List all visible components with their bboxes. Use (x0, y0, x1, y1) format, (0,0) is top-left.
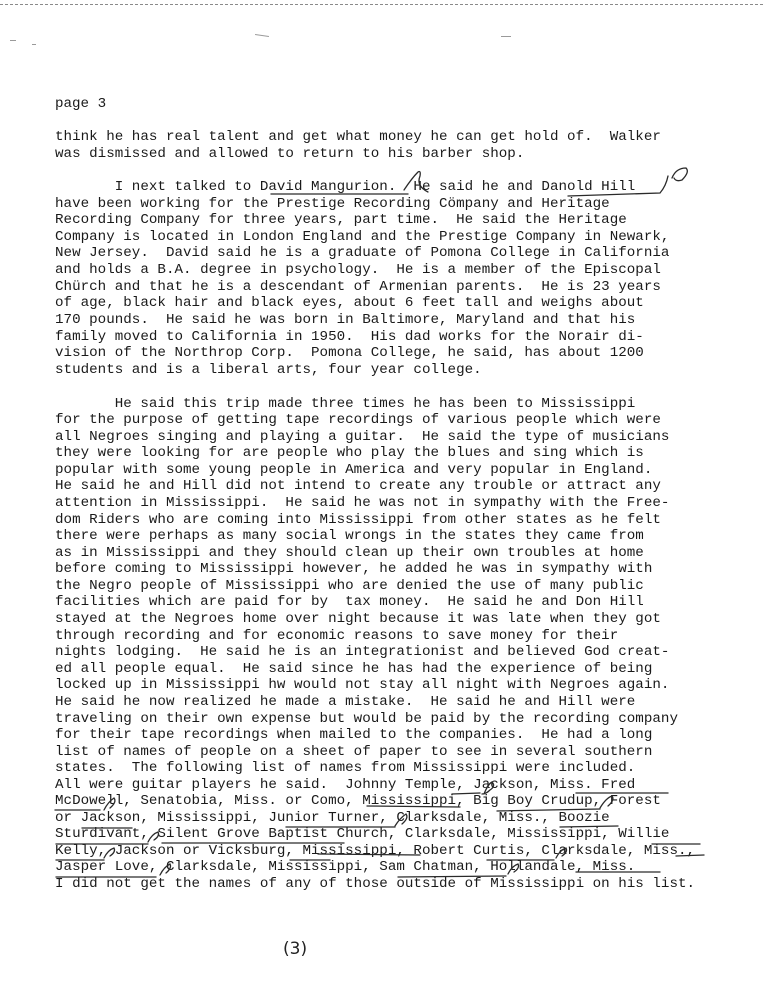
body-line: He said this trip made three times he has been to Mississippi (55, 396, 636, 412)
body-line: vision of the Northrop Corp. Pomona College, he said, has about 1200 (55, 345, 644, 361)
body-line: dom Riders who are coming into Mississippi from other states as he felt (55, 512, 661, 528)
body-line: All were guitar players he said. Johnny Temple, Jackson, Miss. Fred (55, 777, 636, 793)
body-line: they were looking for are people who play the blues and sing which is (55, 445, 644, 461)
body-line: 170 pounds. He said he was born in Baltimore, Maryland and that his (55, 312, 636, 328)
body-line: Chürch and that he is a descendant of Armenian parents. He is 23 years (55, 279, 661, 295)
footer-page-number: (3) (283, 939, 308, 959)
scan-speck (10, 40, 16, 41)
body-line: He said he now realized he made a mistake. He said he and Hill were (55, 694, 636, 710)
body-line: list of names of people on a sheet of paper to see in several southern (55, 744, 653, 760)
body-line: Kelly, Jackson or Vicksburg, Mississippi, Robert Curtis, Clarksdale, Miss., (55, 843, 696, 859)
body-line: the Negro people of Mississippi who are denied the use of many public (55, 578, 644, 594)
body-line: for their tape recordings when mailed to the companies. He had a long (55, 727, 653, 743)
page-label: page 3 (55, 96, 107, 112)
body-line: nights lodging. He said he is an integrationist and believed God creat- (55, 644, 670, 660)
body-line: was dismissed and allowed to return to his barber shop. (55, 146, 525, 162)
check-mark (672, 168, 687, 181)
body-line: before coming to Mississippi however, he added he was in sympathy with (55, 561, 653, 577)
body-line: Recording Company for three years, part time. He said the Heritage (55, 212, 627, 228)
body-line: states. The following list of names from Mississippi were included. (55, 760, 636, 776)
body-line: or Jackson, Mississippi, Junior Turner, Clarksdale, Miss., Boozie (55, 810, 610, 826)
body-line: New Jersey. David said he is a graduate of Pomona College in California (55, 245, 670, 261)
body-line: there were perhaps as many social wrongs in the states they came from (55, 528, 644, 544)
body-line: attention in Mississippi. He said he was not in sympathy with the Free- (55, 495, 670, 511)
body-line: all Negroes singing and playing a guitar. He said the type of musicians (55, 429, 670, 445)
body-line: traveling on their own expense but would be paid by the recording company (55, 711, 678, 727)
body-line: Company is located in London England and the Prestige Company in Newark, (55, 229, 670, 245)
body-line: He said he and Hill did not intend to create any trouble or attract any (55, 478, 661, 494)
body-line: through recording and for economic reasons to save money for their (55, 628, 619, 644)
body-line: for the purpose of getting tape recordings of various people which were (55, 412, 661, 428)
body-line: Sturdivant, Silent Grove Baptist Church, Clarksdale, Mississippi, Willie (55, 826, 670, 842)
body-line: facilities which are paid for by tax money. He said he and Don Hill (55, 594, 644, 610)
body-line: think he has real talent and get what money he can get hold of. Walker (55, 129, 661, 145)
body-line: popular with some young people in America and very popular in England. (55, 462, 653, 478)
body-line: Jasper Love, Clarksdale, Mississippi, Sam Chatman, Hollandale, Miss. (55, 859, 636, 875)
body-line: have been working for the Prestige Recording Cömpany and Heritage (55, 196, 610, 212)
body-line: of age, black hair and black eyes, about 6 feet tall and weighs about (55, 295, 644, 311)
body-line: as in Mississippi and they should clean up their own troubles at home (55, 545, 644, 561)
scan-mark (255, 34, 269, 37)
body-line: I did not get the names of any of those outside of Mississippi on his list. (55, 876, 696, 892)
body-line: and holds a B.A. degree in psychology. He is a member of the Episcopal (55, 262, 661, 278)
body-line: locked up in Mississippi hw would not stay all night with Negroes again. (55, 677, 670, 693)
scan-speck (32, 44, 36, 45)
body-line: McDowell, Senatobia, Miss. or Como, Mississippi, Big Boy Crudup, Forest (55, 793, 661, 809)
body-line: ed all people equal. He said since he has had the experience of being (55, 661, 653, 677)
body-line: I next talked to David Mangurion. He said he and Danold Hill (55, 179, 636, 195)
scan-mark (501, 36, 511, 37)
body-line: stayed at the Negroes home over night because it was late when they got (55, 611, 661, 627)
top-perforation-line (0, 4, 763, 5)
body-line: students and is a liberal arts, four year college. (55, 362, 482, 378)
body-line: family moved to California in 1950. His dad works for the Norair di- (55, 329, 644, 345)
